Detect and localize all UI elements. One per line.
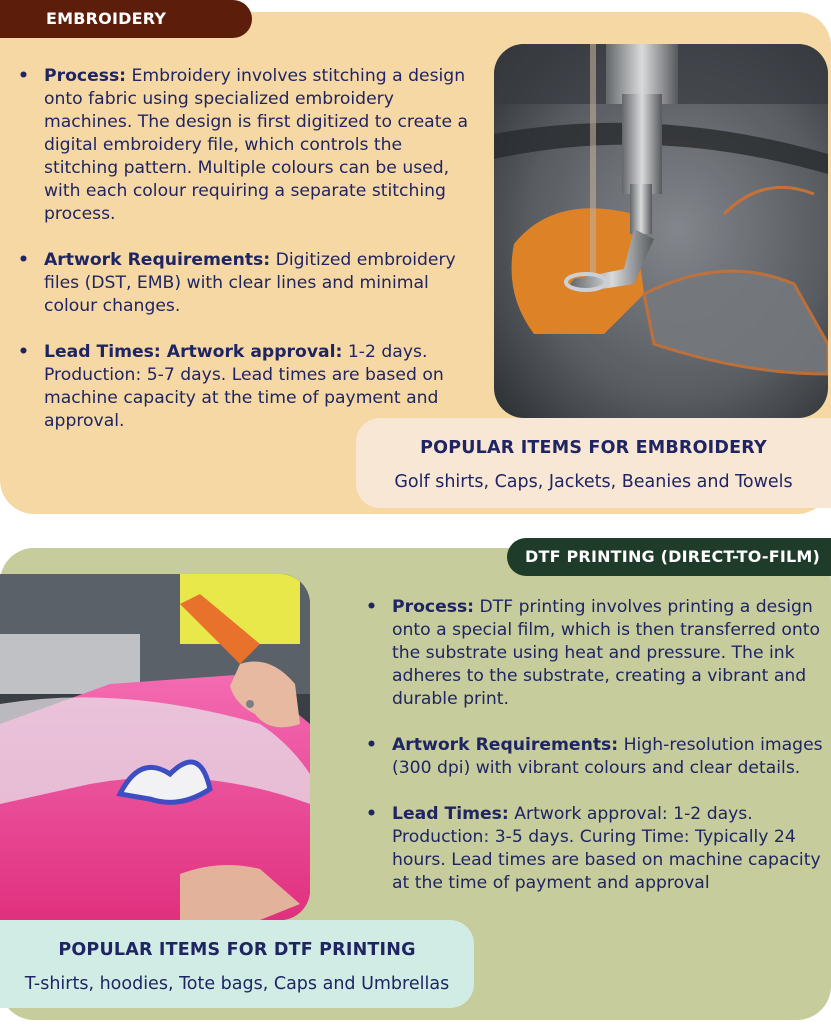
point-label: Lead Times: [392,804,509,824]
point-label: Lead Times: Artwork approval: [44,342,343,362]
point-label: Artwork Requirements: [392,735,619,755]
embroidery-popular-items-box [356,418,831,508]
embroidery-points [18,65,478,456]
dtf-process-point [366,596,826,711]
dtf-lead-times-point [366,803,826,895]
dtf-points [366,596,826,918]
popular-items-title: POPULAR ITEMS FOR DTF PRINTING [58,940,416,960]
point-text: Embroidery involves stitching a design onto fabric using specialized embroidery machines. The design is first digitized to create a digital embroidery file, which controls the stitching pattern. Multiple colours can be used, with each colour requiring a separate stitching process. [44,66,469,224]
dtf-popular-items-box [0,920,474,1008]
embroidery-artwork-point [18,249,478,318]
dtf-transfer-photo [0,574,310,920]
embroidery-machine-photo [494,44,828,418]
point-label: Process: [44,66,127,86]
popular-items-list: Golf shirts, Caps, Jackets, Beanies and Towels [394,472,793,492]
point-text: DTF printing involves printing a design onto a special film, which is then transferred onto the substrate using heat and pressure. The ink adheres to the substrate, creating a vibrant and durable print. [392,597,820,709]
point-label: Artwork Requirements: [44,250,271,270]
popular-items-list: T-shirts, hoodies, Tote bags, Caps and Umbrellas [24,974,450,994]
embroidery-process-point [18,65,478,226]
dtf-heading-tag: DTF PRINTING (DIRECT-TO-FILM) [507,538,831,576]
popular-items-title: POPULAR ITEMS FOR EMBROIDERY [420,438,767,458]
point-label: Process: [392,597,475,617]
point-text: Digitized embroidery files (DST, EMB) with clear lines and minimal colour changes. [44,250,456,316]
point-text: High-resolution images (300 dpi) with vibrant colours and clear details. [392,735,823,778]
point-text: Artwork approval: 1-2 days. Production: 3-5 days. Curing Time: Typically 24 hours. Lead times are based on machine capacity at the time of payment and approval [392,804,821,893]
embroidery-heading-tag: EMBROIDERY [0,0,252,38]
point-text: 1-2 days. Production: 5-7 days. Lead times are based on machine capacity at the time of payment and approval. [44,342,444,431]
dtf-artwork-point [366,734,826,780]
